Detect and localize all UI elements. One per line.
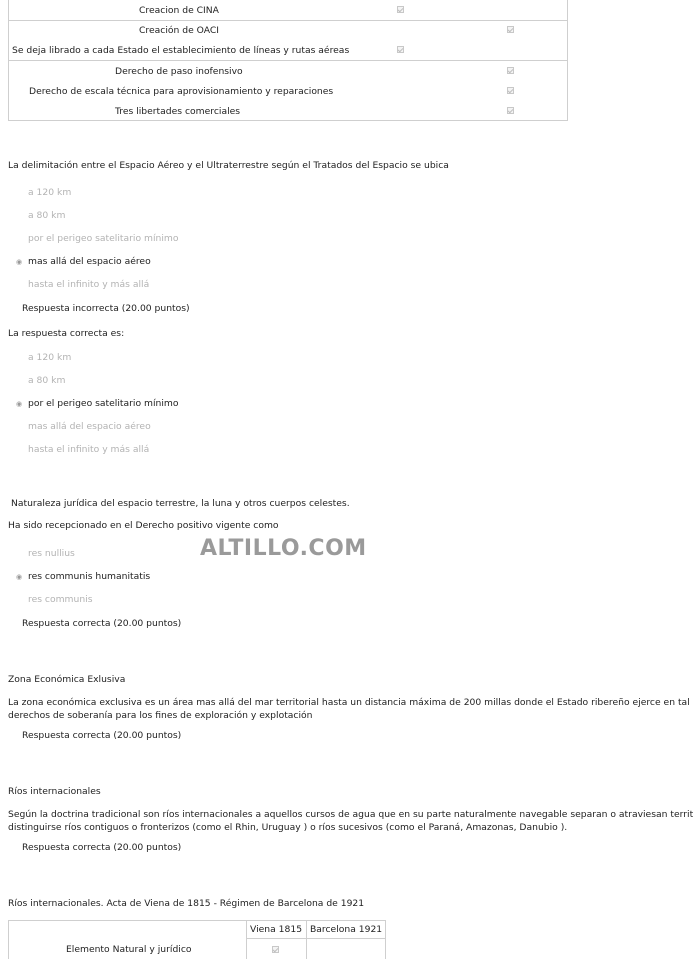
answer-option[interactable]: res nullius [28,548,75,559]
answer-option: a 80 km [28,375,66,386]
result-status: Respuesta correcta (20.00 puntos) [22,842,182,853]
question-text-line: distinguirse ríos contiguos o fronterizos (como el Rhin, Uruguay ) o ríos sucesivos (como el Paraná, Amazonas, Danubio ). [8,822,568,833]
row-checkbox[interactable] [397,46,404,53]
correct-answer-label: La respuesta correcta es: [8,328,125,339]
table-row-label: Elemento Natural y jurídico [66,944,192,955]
row-checkbox[interactable] [507,26,514,33]
answer-option[interactable]: a 80 km [28,210,66,221]
result-status: Respuesta incorrecta (20.00 puntos) [22,303,190,314]
row-checkbox[interactable] [507,87,514,94]
answer-option[interactable]: a 120 km [28,187,72,198]
question-title: La delimitación entre el Espacio Aéreo y el Ultraterrestre según el Tratados del Espacio se ubica [8,160,449,171]
selected-radio-icon[interactable]: ◉ [16,258,23,266]
table-row-label: Derecho de paso inofensivo [115,66,243,77]
answer-option[interactable]: por el perigeo satelitario mínimo [28,233,179,244]
answer-option: hasta el infinito y más allá [28,444,150,455]
row-checkbox[interactable] [397,6,404,13]
result-status: Respuesta correcta (20.00 puntos) [22,618,182,629]
watermark: ALTILLO.COM [200,536,367,561]
answer-option[interactable]: hasta el infinito y más allá [28,279,150,290]
row-checkbox[interactable] [507,67,514,74]
result-status: Respuesta correcta (20.00 puntos) [22,730,182,741]
answer-option: mas allá del espacio aéreo [28,421,151,432]
answer-option-selected[interactable]: mas allá del espacio aéreo [28,256,151,267]
question-title: Ríos internacionales [8,786,101,797]
selected-radio-icon[interactable]: ◉ [16,573,23,581]
column-header: Viena 1815 [250,924,303,935]
column-header: Barcelona 1921 [310,924,383,935]
answer-option[interactable]: res communis [28,594,93,605]
selected-radio-icon: ◉ [16,400,23,408]
question-text-line: La zona económica exclusiva es un área mas allá del mar territorial hasta un distancia máxima de 200 millas donde el Estado ribereño ejerce en tal [8,697,690,708]
question-title: Ríos internacionales. Acta de Viena de 1815 - Régimen de Barcelona de 1921 [8,898,365,909]
question-text-line: derechos de soberanía para los fines de exploración y explotación [8,710,313,721]
table-row-label: Tres libertades comerciales [115,106,241,117]
question-text-line: Según la doctrina tradicional son ríos internacionales a aquellos cursos de agua que en su parte naturalmente navegable separan o atraviesan territ [8,809,694,820]
answer-option-correct: por el perigeo satelitario mínimo [28,398,179,409]
answer-option-selected[interactable]: res communis humanitatis [28,571,151,582]
answer-option: a 120 km [28,352,72,363]
row-checkbox[interactable] [272,946,279,953]
row-checkbox[interactable] [507,107,514,114]
table-row-label: Derecho de escala técnica para aprovisionamiento y reparaciones [29,86,334,97]
question-title: Naturaleza jurídica del espacio terrestre, la luna y otros cuerpos celestes. [11,498,350,509]
table-row-label: Creacion de CINA [139,5,219,16]
table-row-label: Creación de OACI [139,25,219,36]
question-subtitle: Ha sido recepcionado en el Derecho positivo vigente como [8,520,279,531]
question-title: Zona Económica Exlusiva [8,674,126,685]
table-row-label: Se deja librado a cada Estado el establecimiento de líneas y rutas aéreas [12,45,350,56]
